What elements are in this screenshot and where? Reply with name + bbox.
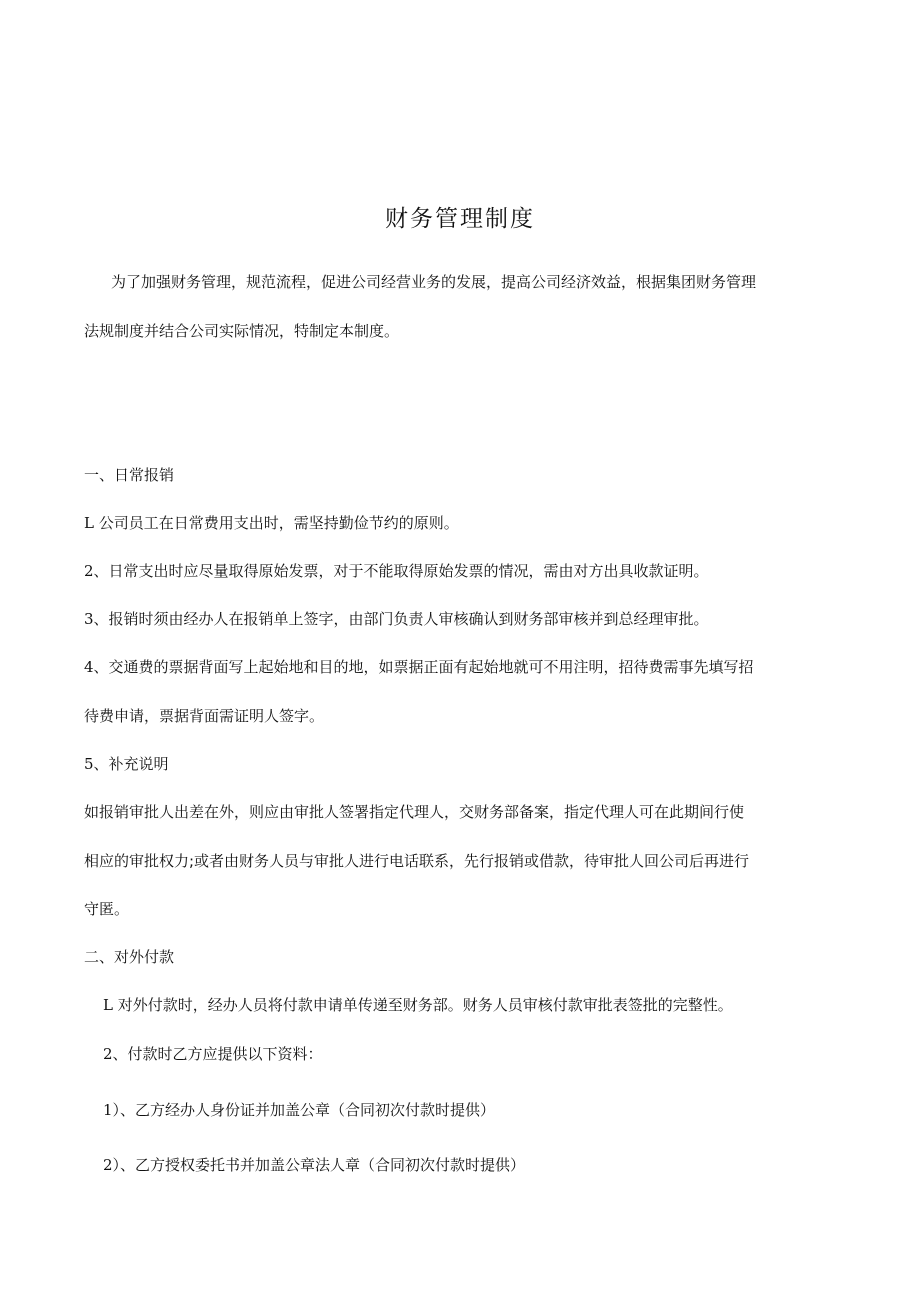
item-text: 、交通费的票据背面写上起始地和目的地，如票据正面有起始地就可不用注明，招待费需事先填写招 bbox=[93, 658, 754, 676]
section-2-item-1 bbox=[103, 995, 733, 1015]
item-number: L bbox=[103, 996, 113, 1014]
supplement-line-2: 相应的审批权力;或者由财务人员与审批人进行电话联系，先行报销或借款，待审批人回公司后再进行 bbox=[84, 852, 750, 870]
item-text: 、付款时乙方应提供以下资料： bbox=[112, 1045, 323, 1063]
item-text: 、报销时须由经办人在报销单上签字，由部门负责人审核确认到财务部审核并到总经理审批。 bbox=[93, 610, 709, 628]
item-number: 4 bbox=[84, 658, 94, 676]
item-text: 、补充说明 bbox=[93, 755, 169, 773]
intro-line-2: 法规制度并结合公司实际情况，特制定本制度。 bbox=[84, 322, 400, 340]
supplement-line-3: 守匿。 bbox=[84, 900, 130, 918]
section-2-subitem-2 bbox=[103, 1155, 525, 1175]
subitem-number: 1） bbox=[103, 1101, 121, 1119]
item-number: 5 bbox=[84, 755, 94, 773]
section-1-item-5 bbox=[84, 754, 169, 774]
section-1-item-4 bbox=[84, 657, 754, 677]
section-2-heading: 二、对外付款 bbox=[84, 948, 175, 966]
item-text: 对外付款时，经办人员将付款申请单传递至财务部。财务人员审核付款审批表签批的完整性。 bbox=[117, 996, 733, 1014]
intro-line-1: 为了加强财务管理，规范流程，促进公司经营业务的发展，提高公司经济效益，根据集团财务管理 bbox=[111, 273, 757, 291]
item-number: L bbox=[84, 514, 94, 532]
document-title: 财务管理制度 bbox=[385, 206, 535, 232]
section-2-item-2 bbox=[103, 1044, 323, 1064]
subitem-text: 、乙方授权委托书并加盖公章法人章（合同初次付款时提供） bbox=[120, 1156, 526, 1174]
item-number: 2 bbox=[84, 562, 94, 580]
section-1-item-1 bbox=[84, 513, 459, 533]
section-1-heading: 一、日常报销 bbox=[84, 466, 175, 484]
item-text: 公司员工在日常费用支出时，需坚持勤俭节约的原则。 bbox=[98, 514, 459, 532]
supplement-line-1: 如报销审批人出差在外，则应由审批人签署指定代理人，交财务部备案，指定代理人可在此期间行使 bbox=[84, 803, 745, 821]
item-number: 3 bbox=[84, 610, 94, 628]
section-1-item-2 bbox=[84, 561, 709, 581]
subitem-number: 2） bbox=[103, 1156, 121, 1174]
section-2-subitem-1 bbox=[103, 1100, 495, 1120]
section-1-item-4-continued: 待费申请，票据背面需证明人签字。 bbox=[84, 707, 325, 725]
subitem-text: 、乙方经办人身份证并加盖公章（合同初次付款时提供） bbox=[120, 1101, 496, 1119]
item-number: 2 bbox=[103, 1045, 113, 1063]
item-text: 、日常支出时应尽量取得原始发票，对于不能取得原始发票的情况，需由对方出具收款证明。 bbox=[93, 562, 709, 580]
section-1-item-3 bbox=[84, 609, 709, 629]
